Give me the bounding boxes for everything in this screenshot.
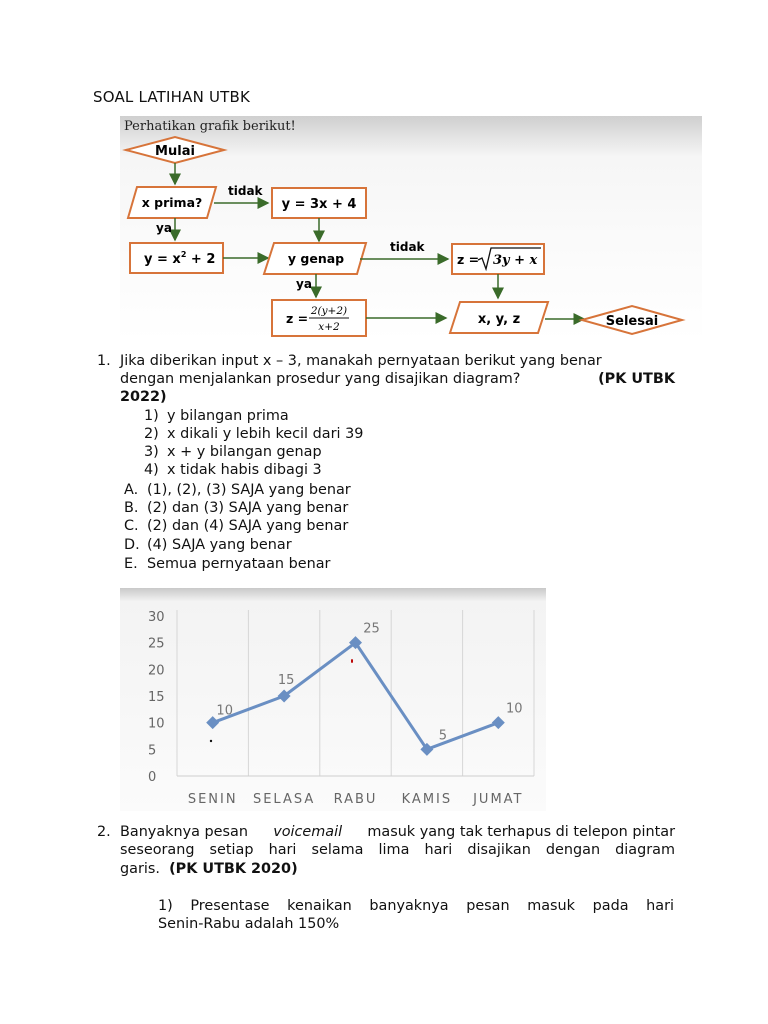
y-tick-label: 25 — [148, 636, 165, 652]
x-tick-label: JUMAT — [473, 792, 524, 807]
start-label: Mulai — [155, 144, 195, 159]
q2-statement1-line2: Senin-Rabu adalah 150% — [158, 916, 340, 932]
label-no1: tidak — [228, 184, 263, 198]
document-title: SOAL LATIHAN UTBK — [93, 88, 251, 106]
q1-option-c: C. (2) dan (4) SAJA yang benar — [124, 518, 349, 534]
q2-statement1-line1: 1) Presentase kenaikan banyaknya pesan masuk pada hari — [158, 898, 674, 914]
decision2-label: y genap — [287, 251, 345, 266]
q1-option-d: D. (4) SAJA yang benar — [124, 537, 292, 553]
label-yes1: ya — [156, 221, 172, 235]
q2-italic-term: voicemail — [273, 824, 343, 840]
y-tick-label: 0 — [148, 770, 157, 785]
y-tick-label: 15 — [148, 690, 165, 705]
data-label: 5 — [438, 728, 448, 744]
y-tick-label: 20 — [148, 663, 165, 679]
box-3x-label: y = 3x + 4 — [281, 197, 357, 212]
stray-mark — [351, 659, 353, 663]
flowchart-header: Perhatikan grafik berikut! — [124, 119, 296, 134]
stray-dot — [210, 740, 212, 742]
data-label: 25 — [363, 621, 380, 637]
x-tick-label: KAMIS — [401, 792, 453, 807]
chart-background — [120, 588, 546, 811]
box-frac-num: 2(y+2) — [310, 305, 348, 317]
output-label: x, y, z — [477, 312, 521, 327]
q1-statement: 1) y bilangan prima — [144, 408, 289, 424]
q1-line2 — [120, 370, 675, 388]
data-label: 10 — [506, 701, 523, 717]
q2-line3: garis. (PK UTBK 2020) — [120, 861, 298, 877]
q1-statement: 2) x dikali y lebih kecil dari 39 — [144, 426, 364, 442]
x-tick-label: SELASA — [252, 792, 316, 807]
q1-line1: Jika diberikan input x – 3, manakah pernyataan berikut yang benar — [120, 353, 602, 369]
flowchart-figure — [120, 116, 702, 342]
q2-line2: seseorang setiap hari selama lima hari disajikan dengan diagram — [120, 842, 675, 858]
q1-option-e: E. Semua pernyataan benar — [124, 556, 331, 572]
data-label: 15 — [277, 673, 295, 688]
label-yes2: ya — [296, 277, 312, 291]
decision1-label: x prima? — [141, 195, 203, 210]
end-label: Selesai — [605, 314, 659, 329]
y-tick-label: 5 — [148, 743, 157, 759]
data-label: 10 — [216, 703, 233, 719]
y-tick-label: 30 — [148, 610, 165, 625]
y-tick-label: 10 — [148, 716, 165, 732]
q2-number: 2. — [97, 824, 111, 840]
q1-option-b: B. (2) dan (3) SAJA yang benar — [124, 500, 349, 516]
box-x2-label: $y = x^2 + 2$ — [144, 250, 216, 267]
line-chart — [120, 588, 546, 811]
q1-statement: 3) x + y bilangan genap — [144, 444, 322, 460]
label-no2: tidak — [390, 240, 425, 254]
q2-source: (PK UTBK 2020) — [169, 861, 298, 877]
box-sqrt-prefix: z = — [457, 252, 480, 267]
box-frac-den: x+2 — [318, 321, 340, 333]
x-tick-label: RABU — [333, 792, 378, 807]
x-tick-label: SENIN — [187, 792, 238, 807]
q1-number: 1. — [97, 353, 111, 369]
q1-source-part2: 2022) — [120, 389, 167, 405]
box-sqrt-body: 3y + x — [493, 253, 538, 268]
q1-statement: 4) x tidak habis dibagi 3 — [144, 462, 322, 478]
q1-source-part1: (PK UTBK — [598, 371, 675, 387]
q1-option-a: A. (1), (2), (3) SAJA yang benar — [124, 482, 351, 498]
q2-line1: Banyaknya pesan voicemail masuk yang tak terhapus di telepon pintar — [120, 824, 675, 840]
box-frac-prefix: z = — [286, 311, 309, 326]
q1-line3 — [120, 388, 675, 406]
q1-line2-text: dengan menjalankan prosedur yang disajikan diagram? — [120, 371, 521, 387]
